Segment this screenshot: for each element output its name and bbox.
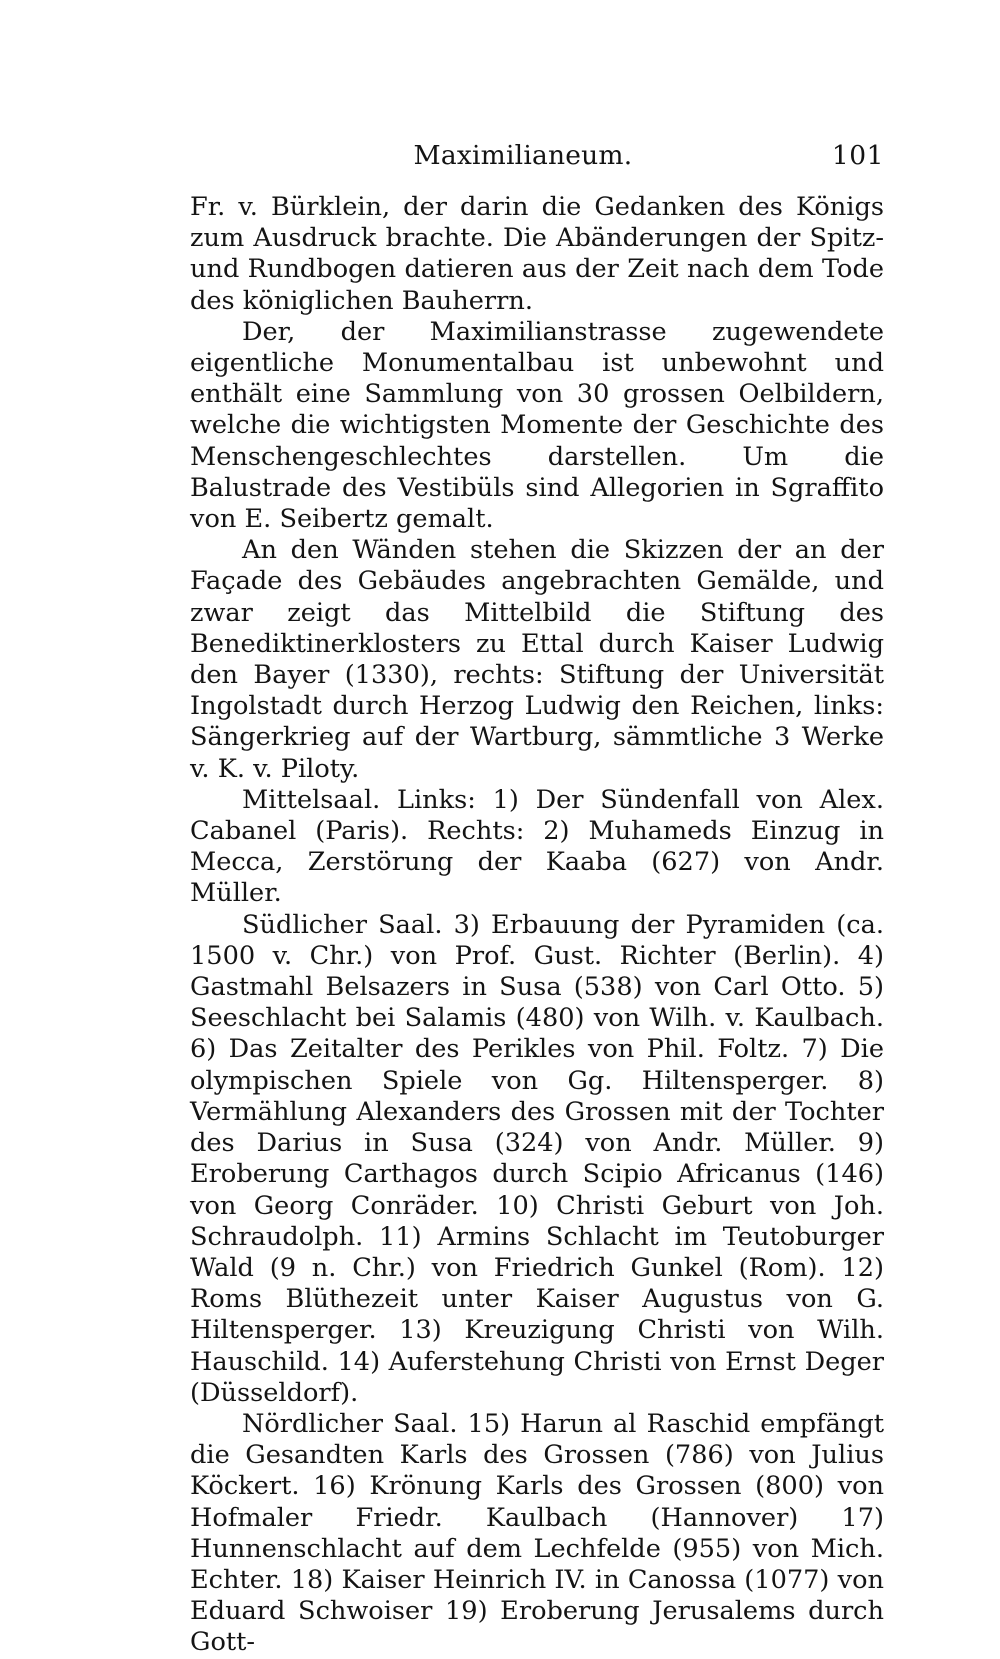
paragraph-continuation: Fr. v. Bürklein, der darin die Gedanken des Königs zum Ausdruck brachte. Die Abänderungen der Spitz- und Rundbogen datieren aus der Zeit nach dem Tode des königlichen Bauherrn. (190, 192, 884, 316)
running-title: Maximilianeum. (413, 140, 633, 171)
paragraph-mittelsaal: Mittelsaal. Links: 1) Der Sündenfall von Alex. Cabanel (Paris). Rechts: 2) Muhameds Einzug in Mecca, Zerstörung der Kaaba (627) von Andr. Müller. (190, 784, 884, 909)
paragraph-suedlicher-saal: Südlicher Saal. 3) Erbauung der Pyramiden (ca. 1500 v. Chr.) von Prof. Gust. Richter (Berlin). 4) Gastmahl Belsazers in Susa (538) von Carl Otto. 5) Seeschlacht bei Salamis (480) von Wilh. v. Kaulbach. 6) Das Zeitalter des Perikles von Phil. Foltz. 7) Die olympischen Spiele von Gg. Hiltensperger. 8) Vermählung Alexanders des Grossen mit der Tochter des Darius in Susa (324) von Andr. Müller. 9) Eroberung Carthagos durch Scipio Africanus (146) von Georg Conräder. 10) Christi Geburt von Joh. Schraudolph. 11) Armins Schlacht im Teutoburger Wald (9 n. Chr.) von Friedrich Gunkel (Rom). 12) Roms Blüthezeit unter Kaiser Augustus von G. Hiltensperger. 13) Kreuzigung Christi von Wilh. Hauschild. 14) Auferstehung Christi von Ernst Deger (Düsseldorf). (190, 909, 884, 1408)
paragraph-monumentalbau: Der, der Maximilianstrasse zugewendete eigentliche Monumentalbau ist unbewohnt und enthält eine Sammlung von 30 grossen Oelbildern, welche die wichtigsten Momente der Geschichte des Menschengeschlechtes darstellen. Um die Balustrade des Vestibüls sind Allegorien in Sgraffito von E. Seibertz gemalt. (190, 316, 884, 535)
paragraph-facade-sketches: An den Wänden stehen die Skizzen der an der Façade des Gebäudes angebrachten Gemälde, und zwar zeigt das Mittelbild die Stiftung des Benediktinerklosters zu Ettal durch Kaiser Ludwig den Bayer (1330), rechts: Stiftung der Universität Ingolstadt durch Herzog Ludwig den Reichen, links: Sängerkrieg auf der Wartburg, sämmtliche 3 Werke v. K. v. Piloty. (190, 535, 884, 784)
body-text (190, 192, 884, 1659)
page-number: 101 (831, 140, 884, 171)
running-header (190, 140, 884, 180)
paragraph-noerdlicher-saal: Nördlicher Saal. 15) Harun al Raschid empfängt die Gesandten Karls des Grossen (786) von Julius Köckert. 16) Krönung Karls des Grossen (800) von Hofmaler Friedr. Kaulbach (Hannover) 17) Hunnenschlacht auf dem Lechfelde (955) von Mich. Echter. 18) Kaiser Heinrich IV. in Canossa (1077) von Eduard Schwoiser 19) Eroberung Jerusalems durch Gott- (190, 1408, 884, 1658)
